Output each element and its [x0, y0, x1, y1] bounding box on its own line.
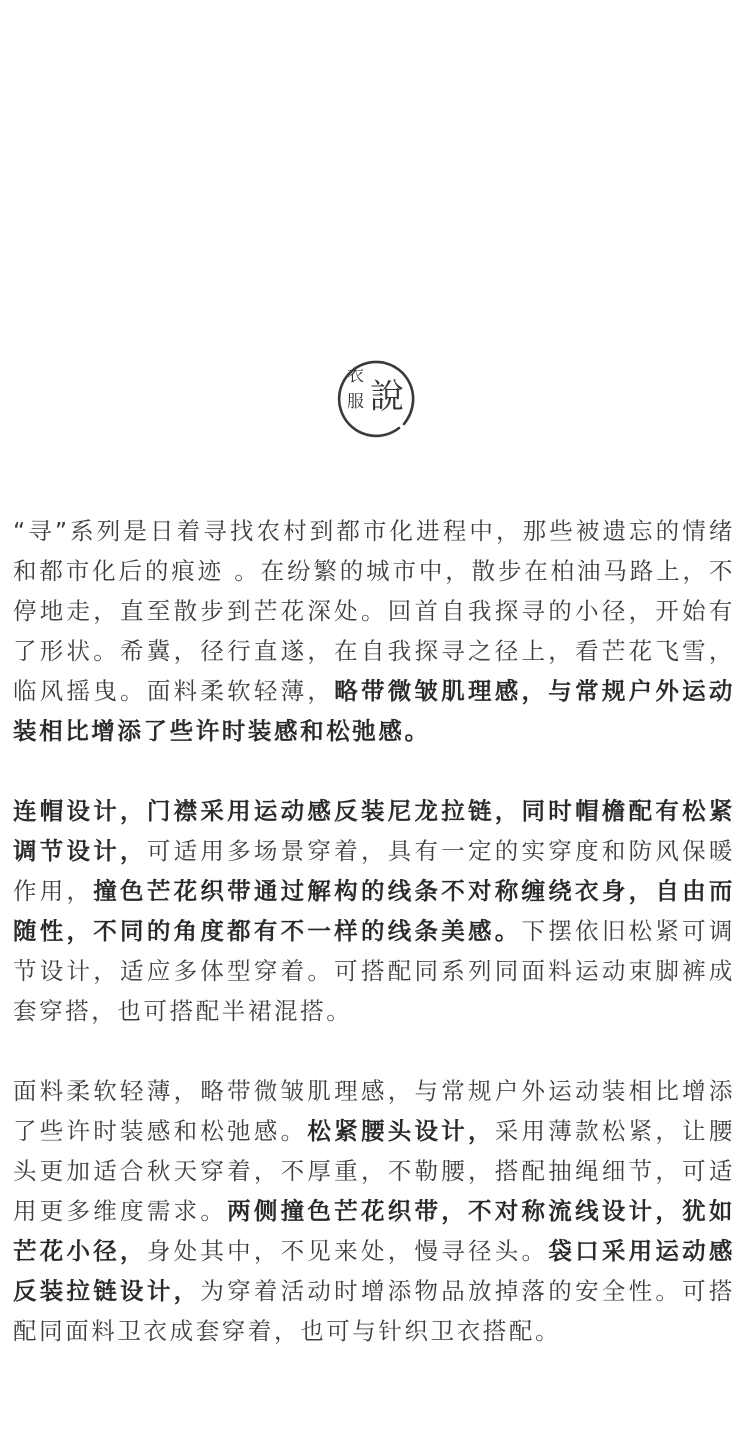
- brand-logo: [333, 352, 419, 438]
- article-body: [13, 511, 735, 1351]
- paragraph-1: [13, 511, 735, 751]
- text-segment: 身处其中，不见来处，慢寻径头。: [146, 1237, 549, 1265]
- text-segment-bold: 连帽设计，门襟采用运动感反装尼龙拉链，同时帽檐配有松紧调节设计，: [13, 797, 735, 865]
- text-segment-bold: 袋口采用运动感反装拉链设计，: [13, 1237, 736, 1305]
- text-segment: 面料柔软轻薄，略带微皱肌理感，与常规户外运动装相比增添了些许时装感和松弛感。: [13, 1077, 735, 1145]
- text-segment-bold: 两侧撞色芒花织带，不对称流线设计，犹如芒花小径，: [13, 1197, 735, 1265]
- text-segment: 下摆依旧松紧可调节设计，适应多体型穿着。可搭配同系列同面料运动束脚裤成套穿搭，也可搭配半裙混搭。: [13, 917, 735, 1025]
- text-segment-bold: 撞色芒花织带通过解构的线条不对称缠绕衣身，自由而随性，不同的角度都有不一样的线条美感。: [13, 877, 735, 945]
- text-segment: 可适用多场景穿着，具有一定的实穿度和防风保暖作用，: [13, 837, 735, 905]
- text-segment: 采用薄款松紧，让腰头更加适合秋天穿着，不厚重，不勒腰，搭配抽绳细节，可适用更多维度需求。: [13, 1117, 735, 1225]
- text-segment: “寻”系列是日着寻找农村到都市化进程中，那些被遗忘的情绪和都市化后的痕迹 。在纷繁的城市中，散步在柏油马路上，不停地走，直至散步到芒花深处。回首自我探寻的小径，开始有了形状。希冀，径行直遂，在自我探寻之径上，看芒花飞雪，临风摇曳。面料柔软轻薄，: [13, 517, 735, 705]
- logo-char-shuo: 說: [370, 377, 404, 417]
- paragraph-2: [13, 791, 735, 1031]
- text-segment-bold: 松紧腰头设计，: [307, 1117, 495, 1145]
- logo-char-yi: 衣: [347, 366, 364, 386]
- text-segment: 为穿着活动时增添物品放掉落的安全性。可搭配同面料卫衣成套穿着，也可与针织卫衣搭配。: [13, 1277, 735, 1345]
- logo-char-fu: 服: [347, 392, 364, 412]
- paragraph-3: [13, 1071, 735, 1351]
- text-segment-bold: 略带微皱肌理感，与常规户外运动装相比增添了些许时装感和松弛感。: [13, 677, 736, 745]
